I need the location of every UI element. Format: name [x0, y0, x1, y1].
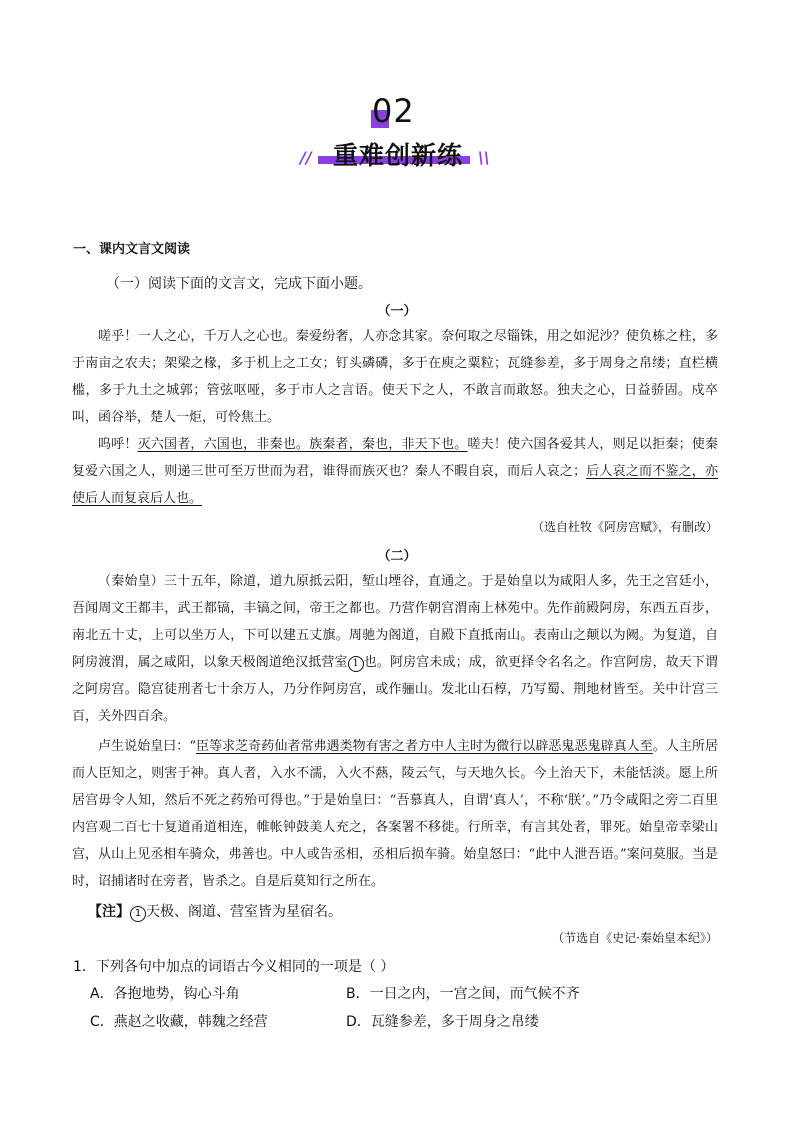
underlined-unpunctuated-sentence: 臣等求芝奇药仙者常弗遇类物有害之者方中人主时为微行以辟恶鬼恶鬼辟真人至 [196, 739, 653, 754]
passage2-paragraph2: 卢生说始皇曰：“臣等求芝奇药仙者常弗遇类物有害之者方中人主时为微行以辟恶鬼恶鬼辟真人至。人主所居而人臣知之，则害于神。真人者，入水不濡，入火不爇，陵云气，与天地久长。今上治天下，未能恬淡。愿上所居宫毋令人知，然后不死之药殆可得也。”于是始皇曰：“吾慕真人，自谓‘真人’，不称‘朕’。”乃令咸阳之旁二百里内宫观二百七十复道甬道相连，帷帐钟鼓美人充之，各案署不移徙。行所幸，有言其处者，罪死。始皇帝幸梁山宫，从山上见丞相车骑众，弗善也。中人或告丞相，丞相后损车骑。始皇怒曰：“此中人泄吾语。”案问莫服。当是时，诏捕诸时在旁者，皆杀之。自是后莫知行之所在。 [72, 739, 718, 889]
passage2-source: （节选自《史记·秦始皇本纪》） [552, 931, 718, 945]
section-heading: 一、课内文言文阅读 [73, 242, 191, 257]
footnote: 【注】 1 天极、阁道、营室皆为星宿名。 [88, 904, 342, 920]
passage2-label: （二） [377, 549, 417, 564]
option-b: B．一日之内，一宫之间，而气候不齐 [346, 986, 580, 1002]
option-c: C．燕赵之收藏，韩魏之经营 [90, 1014, 268, 1030]
passage1-paragraph1: 嗟乎！一人之心，千万人之心也。秦爱纷奢，人亦念其家。奈何取之尽锱铢，用之如泥沙？使负栋之柱，多于南亩之农夫；架梁之椽，多于机上之工女；钉头磷磷，多于在庾之粟粒；瓦缝参差，多于周身之帛缕；直栏横槛，多于九土之城郭；管弦呕哑，多于市人之言语。使天下之人，不敢言而敢怒。独夫之心，日益骄固。戍卒叫，函谷举，楚人一炬，可怜焦土。 [72, 329, 718, 425]
passage2-paragraph1: （秦始皇）三十五年，除道，道九原抵云阳，堑山堙谷，直通之。于是始皇以为咸阳人多，先王之宫廷小，吾闻周文王都丰，武王都镐，丰镐之间，帝王之都也。乃营作朝宫渭南上林苑中。先作前殿阿房，东西五百步，南北五十丈，上可以坐万人，下可以建五丈旗。周驰为阁道，自殿下直抵南山。表南山之颠以为阙。为复道，自阿房渡渭，属之咸阳，以象天极阁道绝汉抵营室 1 也。阿房宫未成；成，欲更择令名名之。作宫阿房，故天下谓之阿房宫。隐宫徒刑者七十余万人，乃分作阿房宫，或作骊山。发北山石椁，乃写蜀、荆地材皆至。关中计宫三百，关外四百余。 [72, 574, 718, 724]
option-a: A．各抱地势，钩心斗角 [90, 986, 240, 1002]
section-number: 02 [372, 92, 415, 130]
passage1-paragraph2: 呜呼！灭六国者，六国也，非秦也。族秦者，秦也，非天下也。嗟夫！使六国各爱其人，则足以拒秦；使秦复爱六国之人，则递三世可至万世而为君，谁得而族灭也？秦人不暇自哀，而后人哀之；后人哀之而不鉴之，亦使后人而复哀后人也。 [72, 437, 718, 506]
section-header [0, 92, 794, 172]
underlined-sentence-1: 灭六国者，六国也，非秦也。族秦者，秦也，非天下也。 [137, 437, 468, 452]
footnote-number: 1 [130, 906, 146, 922]
option-d: D．瓦缝参差，多于周身之帛缕 [346, 1014, 539, 1030]
section-title: 重难创新练 [332, 141, 463, 170]
footnote-marker: 1 [348, 656, 364, 672]
underlined-sentence-2: 后人哀之而不鉴之，亦使后人而复哀后人也。 [72, 464, 718, 506]
passage1-source: （选自杜牧《阿房宫赋》，有删改） [531, 520, 718, 534]
section-intro: （一）阅读下面的文言文，完成下面小题。 [106, 276, 372, 292]
right-slash-decoration: \\ [478, 148, 490, 167]
question-1-stem: 1．下列各句中加点的词语古今义相同的一项是（ ） [73, 959, 395, 975]
passage1-label: （一） [377, 304, 417, 319]
left-slash-decoration: // [300, 148, 312, 167]
